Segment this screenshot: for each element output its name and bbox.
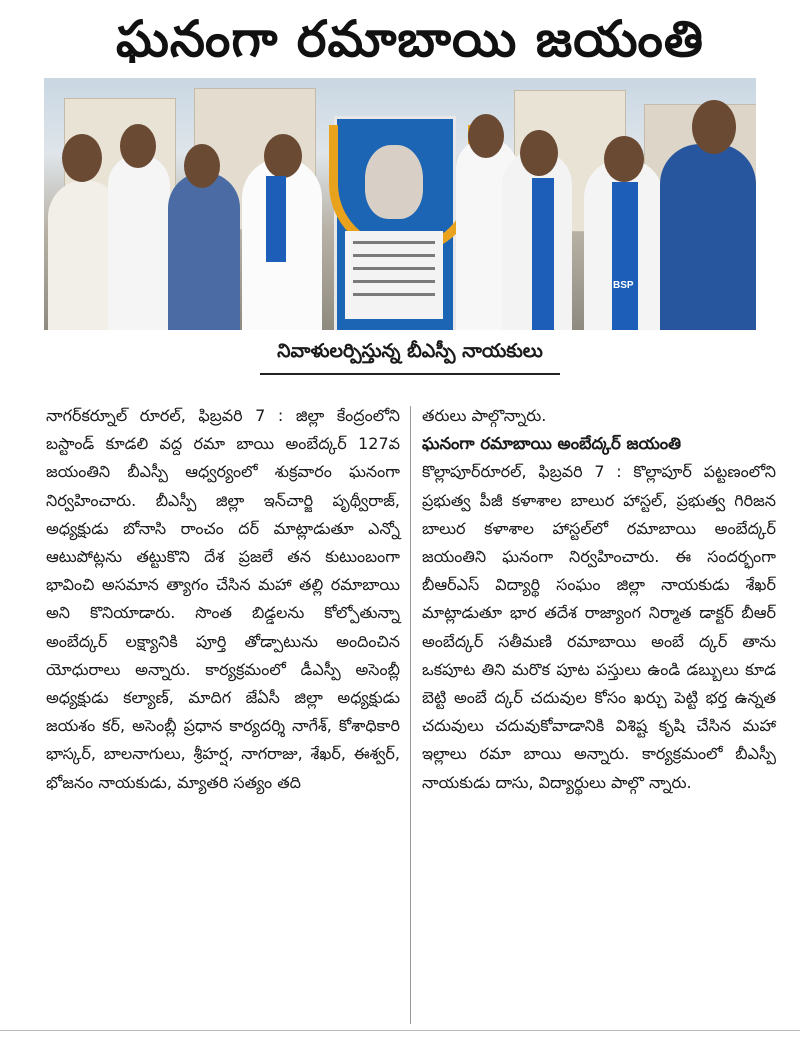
photo-caption: నివాళులర్పిస్తున్న బీఎస్పీ నాయకులు (260, 340, 560, 375)
portrait-face (365, 145, 423, 219)
headline: ఘనంగా రమాబాయి జయంతి (115, 10, 704, 68)
news-clipping (34, 6, 786, 1036)
left-column (46, 402, 400, 797)
portrait-frame (334, 116, 456, 330)
blue-sash (266, 176, 286, 262)
left-column-text: నాగర్‌కర్నూల్ రూరల్, ఫిబ్రవరి 7 : జిల్లా కేంద్రంలోని బస్టాండ్ కూడలి వద్ద రమా బాయి అంబేద్కర్ 127వ జయంతిని బీఎస్పీ ఆధ్వర్యంలో శుక్రవారం ఘనంగా నిర్వహించారు. బీఎస్పీ జిల్లా ఇన్‌చార్జి పృథ్వీరాజ్, అధ్యక్షుడు బోనాసి రాంచం దర్ మాట్లాడుతూ ఎన్నో ఆటుపోట్లను తట్టుకొని దేశ ప్రజలే తన కుటుంబంగా భావించి అసమాన త్యాగం చేసిన మహా తల్లి రమాబాయి అని కొనియాడారు. సొంత బిడ్డలను కోల్పోతున్నా అంబేద్కర్ లక్ష్యానికి పూర్తి తోడ్పాటును అందించిన యోధురాలు అన్నారు. కార్యక్రమంలో డీఎస్పీ అసెంబ్లీ అధ్యక్షుడు కల్యాణ్, మాదిగ జేఏసీ జిల్లా అధ్యక్షుడు జయశం కర్, అసెంబ్లీ ప్రధాన కార్యదర్శి నాగేశ్, కోశాధికారి భాస్కర్, బాలనాగులు, శ్రీహర్ష, నాగరాజు, శేఖర్, ఈశ్వర్, భోజనం నాయకుడు, మ్యాతరి సత్యం తది (46, 406, 400, 792)
person-head (520, 130, 558, 176)
blue-sash (532, 178, 554, 330)
person-head (604, 136, 644, 182)
right-column-intro: తరులు పాల్గొన్నారు. (422, 406, 547, 425)
person-head (184, 144, 220, 188)
person-head (468, 114, 504, 158)
person-head (62, 134, 102, 182)
right-column (422, 402, 776, 797)
person-head (120, 124, 156, 168)
right-column-text: కొల్లాపూర్‌రూరల్, ఫిబ్రవరి 7 : కొల్లాపూర్ పట్టణంలోని ప్రభుత్వ పీజీ కళాశాల బాలుర హాస్టల్, ప్రభుత్వ గిరిజన బాలుర కళాశాల హాస్టల్‌లో రమాబాయి అంబేద్కర్ జయంతిని ఘనంగా నిర్వహించారు. ఈ సందర్భంగా బీఆర్ఎస్ విద్యార్థి సంఘం జిల్లా నాయకుడు శేఖర్ మాట్లాడుతూ భార తదేశ రాజ్యాంగ నిర్మాత డాక్టర్ బీఆర్ అంబేద్కర్ సతీమణి రమాబాయి అంబే ద్కర్ తాను ఒకపూట తిని మరొక పూట పస్తులు ఉండి డబ్బులు కూడ బెట్టి అంబే ద్కర్ చదువుల కోసం ఖర్చు పెట్టి భర్త ఉన్నత చదువులు చదువుకోవాడానికి విశిష్ట కృషి చేసిన మహా ఇల్లాలు రమా బాయి అన్నారు. కార్యక్రమంలో బీఎస్పీ నాయకుడు దాసు, విద్యార్థులు పాల్గొ న్నారు. (422, 462, 776, 792)
person-figure (660, 144, 756, 330)
portrait-plaque (345, 231, 443, 319)
bottom-rule (0, 1030, 800, 1031)
news-photo (44, 78, 756, 330)
person-figure (108, 154, 170, 330)
sash-logo-text: BSP (613, 280, 634, 291)
right-subhead: ఘనంగా రమాబాయి అంబేద్కర్ జయంతి (422, 434, 682, 454)
person-head (264, 134, 302, 178)
blue-sash (612, 182, 638, 330)
person-head (692, 100, 736, 154)
article-body (34, 402, 786, 1036)
person-figure (168, 172, 240, 330)
column-divider (410, 406, 411, 1024)
